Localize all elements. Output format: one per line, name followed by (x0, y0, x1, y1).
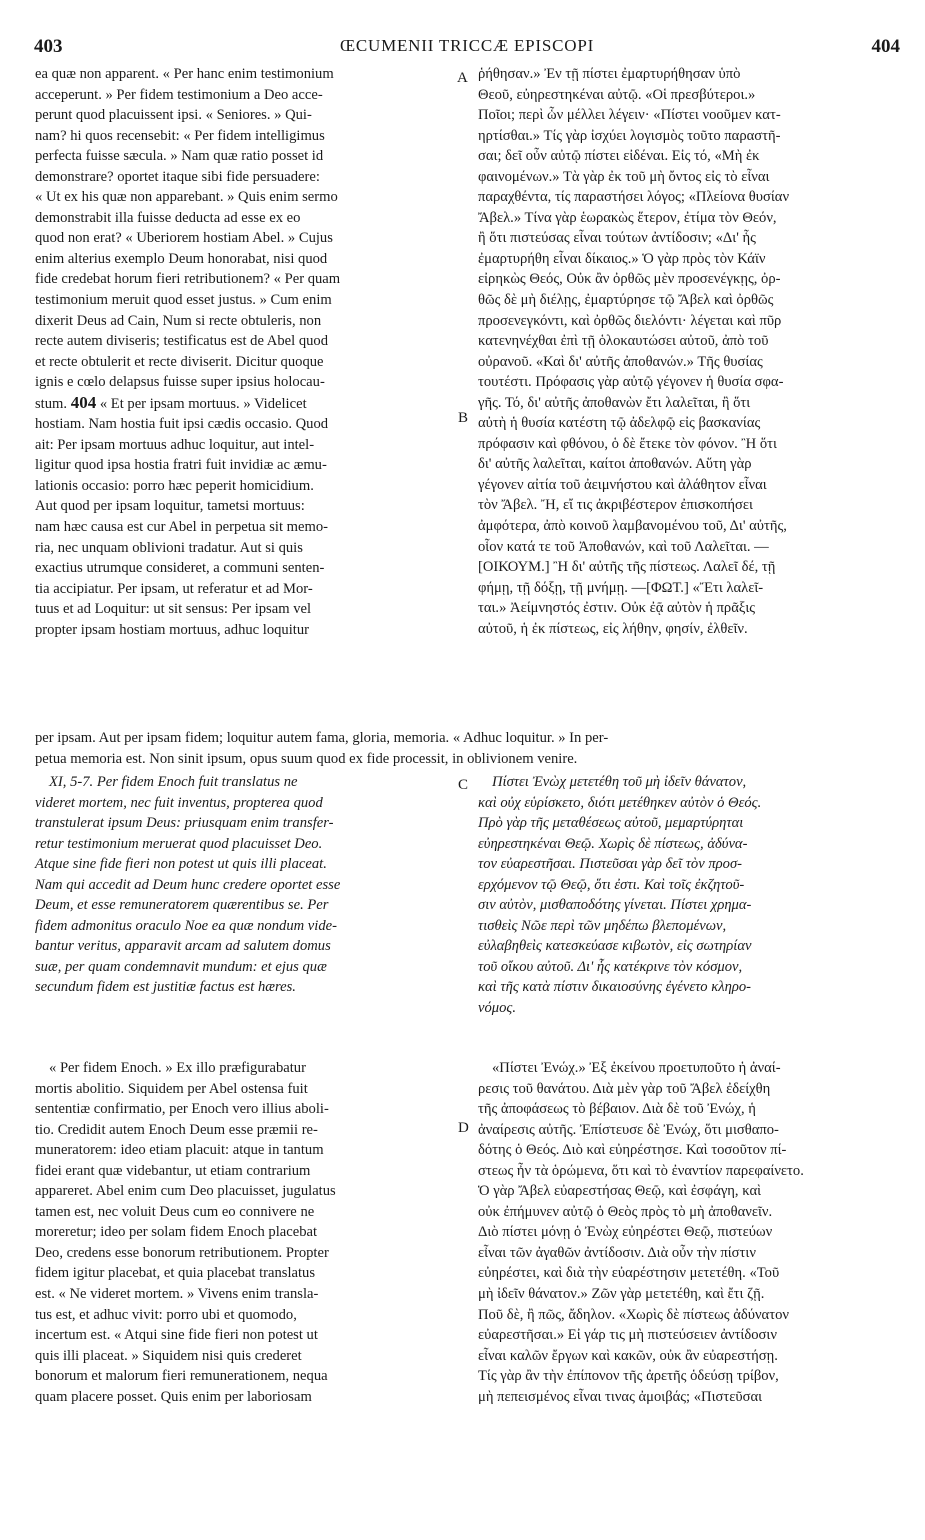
text-line: κατενηνέχθαι ἐπὶ τῇ ὁλοκαυτώσει αὐτοῦ, ἀπὸ τοῦ (478, 333, 769, 350)
text-line: ται.» Ἀείμνηστός ἐστιν. Οὐκ ἐᾷ αὐτὸν ἡ πρᾶξις (478, 600, 756, 617)
running-title: ŒCUMENII TRICCÆ EPISCOPI (339, 36, 595, 55)
text-line: perfecta fuisse sæcula. » Nam quæ ratio posset id (35, 148, 324, 165)
text-line: Ποῦ δὲ, ἢ πῶς, ἄδηλον. «Χωρὶς δὲ πίστεως ἀδύνατον (478, 1306, 789, 1323)
text-line: φαινομένων.» Τὰ γὰρ ἐκ τοῦ μὴ ὄντος εἰς τὸ εἶναι (478, 168, 770, 185)
margin-letter-d: D (458, 1120, 469, 1136)
text-line: [ΟΙΚΟΥΜ.] Ἢ δι' αὐτῆς τῆς πίστεως. Λαλεῖ δέ, τῇ (478, 559, 776, 576)
text-line: nam? hi quos recensebit: « Per fidem intelligimus (35, 127, 325, 144)
text-line: « Per fidem Enoch. » Ex illo præfigurabatur (49, 1060, 306, 1076)
full-width-text (35, 728, 902, 769)
text-line: ea quæ non apparent. « Per hanc enim testimonium (35, 66, 334, 82)
text-line: αὐτοῦ, ἡ ἐκ πίστεως, εἰς λήθην, φησίν, ἐλθεῖν. (478, 620, 748, 637)
text-line: σαι; δεῖ οὖν αὐτῷ πίστει εἰδέναι. Εἰς τό, «Μὴ ἐκ (478, 148, 760, 165)
text-fragment: « Et per ipsam mortuus. » Videlicet (99, 395, 307, 412)
text-line: appareret. Abel enim cum Deo placuisset, jugulatus (35, 1183, 336, 1200)
text-line: videret mortem, nec fuit inventus, propterea quod (35, 794, 323, 811)
text-line: XI, 5-7. Per fidem Enoch fuit translatus ne (49, 774, 298, 790)
page-number-left: 403 (34, 36, 63, 57)
text-line: τισθεὶς Νῶε περὶ τῶν μηδέπω βλεπομένων, (478, 917, 727, 934)
text-line: demonstrabit illa fuisse deducta ad esse ex eo (35, 209, 301, 226)
text-line: οὐκ ἐπήμυνεν αὐτῷ ὁ Θεὸς πρὸς τὸ μὴ ἀποθανεῖν. (478, 1203, 773, 1220)
text-line: φήμῃ, τῇ δόξῃ, τῇ μνήμῃ. —[ΦΩΤ.] «Ἔτι λαλεῖ- (478, 579, 764, 596)
text-line: ἀναίρεσις αὐτῆς. Ἐπίστευσε δὲ Ἐνώχ, ὅτι μισθαπο- (478, 1121, 779, 1138)
text-line: Πρὸ γὰρ τῆς μεταθέσεως αὐτοῦ, μεμαρτύρηται (478, 815, 744, 832)
text-line: Deo, credens esse bonorum retributionem. Propter (35, 1244, 329, 1261)
text-line: et recte obtulerit et recte diviserit. Dicitur quoque (35, 353, 324, 370)
text-fragment: stum. (35, 395, 68, 412)
text-line: retur testimonium meruerat quod placuisset Deo. (35, 835, 323, 852)
text-line: Deum, et esse remuneratorem quærentibus se. Per (35, 897, 329, 914)
text-line: quam placere posset. Quis enim per laboriosam (35, 1388, 312, 1405)
text-line: lationis occasio: porro hæc peperit homicidium. (35, 477, 314, 494)
text-line: δότης ὁ Θεός. Διὸ καὶ εὐηρέστησε. Καὶ τοσοῦτον πί- (478, 1142, 787, 1159)
text-line: bantur veritus, apparavit arcam ad salutem domus (35, 938, 331, 955)
text-line: Τίς γὰρ ἂν τὴν ἐπίπονον τῆς ἀρετῆς ὁδεύσῃ τρίβον, (478, 1368, 779, 1385)
text-line: Ὁ γὰρ Ἄβελ εὐαρεστήσας Θεῷ, καὶ ἐσφάγη, καὶ (478, 1183, 762, 1200)
text-line: sententiæ confirmatio, per Enoch vero illius aboli- (35, 1101, 329, 1118)
text-line: «Πίστει Ἐνώχ.» Ἐξ ἐκείνου προετυποῦτο ἡ ἀναί- (492, 1060, 781, 1076)
text-line: μὴ ἰδεῖν θάνατον.» Ζῶν γὰρ μετετέθη, καὶ ἔτι ζῇ. (478, 1286, 765, 1303)
text-line: προσενεγκόντι, καὶ ὀρθῶς διελόντι· λέγεται καὶ πῦρ (478, 312, 782, 329)
greek-column-bottom (478, 1058, 902, 1407)
text-line: incertum est. « Atqui sine fide fieri non potest ut (35, 1327, 318, 1344)
text-line: acceperunt. » Per fidem testimonium a Deo acce- (35, 86, 323, 103)
text-line: tus est, et adhuc vivit: porro ubi et quomodo, (35, 1306, 297, 1323)
text-line: Atque sine fide fieri non potest ut quis illi placeat. (35, 856, 327, 873)
text-line: ερχόμενον τῷ Θεῷ, ὅτι ἐστι. Καὶ τοῖς ἐκζητοῦ- (478, 876, 745, 893)
text-line: nam hæc causa est cur Abel in perpetua sit memo- (35, 519, 329, 536)
text-line: demonstrare? oportet itaque sibi fide persuadere: (35, 168, 320, 185)
text-line: tio. Credidit autem Enoch Deum esse præmii re- (35, 1121, 318, 1138)
text-line: ἐμαρτυρήθη εἶναι δίκαιος.» Ὁ γὰρ πρὸς τὸν Κάϊν (478, 250, 766, 267)
text-line: ligitur quod ipsa hostia fratri fuit invidiæ ac æmu- (35, 457, 327, 474)
text-line: γέγονεν αἰτία τοῦ ἀειμνήστου καὶ ἀλάθητον εἶναι (478, 476, 767, 493)
text-line: πρόφασιν καὶ φθόνου, ὁ δὲ ἔτεκε τὸν φόνον. Ἢ ὅτι (478, 435, 777, 452)
text-line: θῶς δὲ μὴ διέλῃς, ἐμαρτύρησε τῷ Ἄβελ καὶ ὀρθῶς (478, 292, 774, 309)
text-line: νόμος. (478, 1000, 516, 1017)
text-line: per ipsam. Aut per ipsam fidem; loquitur autem fama, gloria, memoria. « Adhuc loquitur. » In per- (35, 730, 609, 746)
text-line: perunt quod placuissent ipsi. « Seniores. » Qui- (35, 107, 312, 124)
margin-letter-c: C (458, 777, 469, 793)
running-header (34, 36, 900, 62)
text-line: τὸν Ἄβελ. Ἤ, εἴ τις ἀκριβέστερον ἐπισκοπήσει (478, 497, 753, 514)
text-line: ἢ ὅτι πιστεύσας εἶναι τούτων ἀντίδοσιν; «Δι' ἧς (478, 230, 756, 247)
text-line: exactius utrumque consideret, a communi senten- (35, 560, 325, 577)
greek-lemma (478, 772, 902, 1019)
text-line: Διὸ πίστει μόνῃ ὁ Ἐνὼχ εὐηρέστει Θεῷ, πιστεύων (478, 1224, 773, 1241)
text-line: tia accipiatur. Per ipsam, ut referatur et ad Mor- (35, 580, 313, 597)
text-line: ἀμφότερα, ἀπὸ κοινοῦ λαμβανομένου τοῦ, Δι' αὐτῆς, (478, 518, 787, 535)
text-line: hostiam. Nam hostia fuit ipsi cædis occasio. Quod (35, 416, 329, 433)
text-line: recte autem diviseris; testificatus est de Abel quod (35, 333, 329, 350)
text-line: ηρτίσθαι.» Τίς γὰρ ἰσχύει λογισμὸς τοῦτο παραστῆ- (478, 127, 781, 144)
text-line: fidei erant quæ videbantur, ut etiam contrarium (35, 1162, 311, 1179)
text-line: οἷον κατά τε τοῦ Ἀποθανών, καὶ τοῦ Λαλεῖται. — (478, 538, 769, 555)
text-line: στεως ἦν τὰ ὁρώμενα, ὅτι καὶ τὸ ἐναντίον παρεφαίνετο. (478, 1162, 804, 1179)
text-line: εὐαρεστῆσαι.» Εἰ γάρ τις μὴ πιστεύσειεν ἀντίδοσιν (478, 1327, 777, 1344)
text-line: παραχθέντα, τίς παραστήσει λόγος; «Πλείονα θυσίαν (478, 189, 790, 206)
text-line: transtulerat ipsum Deus: priusquam enim transfer- (35, 815, 334, 832)
text-line: τον εὐαρεστῆσαι. Πιστεῦσαι γὰρ δεῖ τὸν προσ- (478, 856, 743, 873)
text-line: quis illi placeat. » Siquidem nisi quis crederet (35, 1347, 302, 1364)
text-line: fidem admonitus oraculo Noe ea quæ nondum vide- (35, 917, 337, 934)
text-line: fidem igitur placebat, et quia placebat translatus (35, 1265, 316, 1282)
text-line-with-marker (35, 393, 455, 415)
text-line: mortis abolitio. Siquidem per Abel ostensa fuit (35, 1080, 308, 1097)
text-line: dixerit Deus ad Cain, Num si recte obtuleris, non (35, 312, 322, 329)
text-line: est. « Ne videret mortem. » Vivens enim transla- (35, 1286, 319, 1303)
text-line: petua memoria est. Non sinit ipsum, opus suum quod ex fide processit, in oblivionem venire. (35, 750, 578, 767)
text-line: εὐηρέστει, καὶ διὰ τὴν εὐαρέστησιν μετετέθη. «Τοῦ (478, 1265, 780, 1282)
text-line: muneratorem: ideo etiam placuit: atque in tantum (35, 1142, 324, 1159)
text-line: quod non erat? « Uberiorem hostiam Abel. » Cujus (35, 230, 333, 247)
text-line: καὶ τῆς κατὰ πίστιν δικαιοσύνης ἐγένετο κληρο- (478, 979, 751, 996)
text-line: Nam qui accedit ad Deum hunc credere oportet esse (35, 876, 341, 893)
text-line: τῆς ἀποφάσεως τὸ βέβαιον. Διὰ δὲ τοῦ Ἐνώχ, ἡ (478, 1101, 756, 1118)
text-line: καὶ οὐχ εὑρίσκετο, διότι μετέθηκεν αὐτὸν ὁ Θεός. (478, 794, 762, 811)
text-line: τοῦ οἴκου αὐτοῦ. Δι' ἧς κατέκρινε τὸν κόσμον, (478, 958, 743, 975)
text-line: εὐηρεστηκέναι Θεῷ. Χωρὶς δὲ πίστεως, ἀδύνα- (478, 835, 748, 852)
text-line: γῆς. Τό, δι' αὐτῆς ἀποθανὼν ἔτι λαλεῖται, ἢ ὅτι (478, 394, 751, 411)
column-number-marker: 404 (70, 392, 97, 412)
text-line: « Ut ex his quæ non apparebant. » Quis enim sermo (35, 189, 338, 206)
text-line: ait: Per ipsam mortuus adhuc loquitur, aut intel- (35, 436, 315, 453)
latin-column-top (35, 64, 455, 640)
margin-letter-b: B (458, 410, 469, 426)
text-line: suæ, per quam condemnavit mundum: et ejus quæ (35, 958, 327, 975)
text-line: enim alterius exemplo Deum honorabat, nisi quod (35, 250, 328, 267)
text-line: εὐλαβηθεὶς κατεσκεύασε κιβωτὸν, εἰς σωτηρίαν (478, 938, 752, 955)
text-line: σιν αὐτὸν, μισθαποδότης γίνεται. Πίστει χρημα- (478, 897, 752, 914)
text-line: μὴ πεπεισμένος εἶναι τινας ἀμοιβάς; «Πιστεῦσαι (478, 1388, 763, 1405)
text-line: Aut quod per ipsam loquitur, tametsi mortuus: (35, 498, 305, 515)
latin-lemma (35, 772, 455, 998)
margin-letter-a: A (457, 70, 468, 86)
text-line: ρεσις τοῦ θανάτου. Διὰ μὲν γὰρ τοῦ Ἄβελ ἐδείχθη (478, 1080, 771, 1097)
text-line: testimonium meruit quod esset justus. » Cum enim (35, 292, 332, 309)
text-line: Θεοῦ, εὐηρεστηκέναι αὐτῷ. «Οἱ πρεσβύτεροι.» (478, 86, 756, 103)
text-line: αὐτὴ ἡ θυσία κατέστη τῷ ἀδελφῷ εἰς βασκανίας (478, 415, 761, 432)
latin-column-bottom (35, 1058, 455, 1407)
text-line: secundum fidem est justitiæ factus est hæres. (35, 979, 296, 996)
text-line: fide credebat horum fieri retributionem? « Per quam (35, 271, 341, 288)
text-line: tuus et ad Loquitur: ut sit sensus: Per ipsam vel (35, 601, 312, 618)
text-line: εἰρηκὼς Θεός, Οὐκ ἂν ὀρθῶς μὲν προσενέγκῃς, ὀρ- (478, 271, 781, 288)
text-line: propter ipsam hostiam mortuus, adhuc loquitur (35, 621, 309, 638)
text-line: οὐρανοῦ. «Καὶ δι' αὐτῆς ἀποθανών.» Τῆς θυσίας (478, 353, 763, 370)
page-number-right: 404 (871, 36, 900, 57)
text-line: ignis e cœlo delapsus fuisse super ipsius holocau- (35, 374, 325, 391)
text-line: Πίστει Ἐνὼχ μετετέθη τοῦ μὴ ἰδεῖν θάνατον, (492, 774, 747, 790)
text-line: τουτέστι. Πρόφασις γὰρ αὐτῷ γέγονεν ἡ θυσία σφα- (478, 374, 784, 391)
text-line: moreretur; ideo per solam fidem Enoch placebat (35, 1224, 318, 1241)
greek-column-top (478, 64, 902, 639)
text-line: Ἄβελ.» Τίνα γὰρ ἑωρακὼς ἕτερον, ἐτίμα τὸν Θεόν, (478, 209, 777, 226)
text-line: ria, nec unquam oblivioni tradatur. Aut si quis (35, 539, 303, 556)
text-line: tamen est, nec voluit Deus cum eo connivere ne (35, 1203, 315, 1220)
text-line: εἶναι τῶν ἀγαθῶν ἀντίδοσιν. Διὰ οὖν τὴν πίστιν (478, 1244, 756, 1261)
text-line: δι' αὐτῆς λαλεῖται, καίτοι ἀποθανών. Αὕτη γὰρ (478, 456, 752, 473)
text-line: ῥήθησαν.» Ἐν τῇ πίστει ἐμαρτυρήθησαν ὑπὸ (478, 66, 741, 82)
text-line: Ποῖοι; περὶ ὧν μέλλει λέγειν· «Πίστει νοοῦμεν κατ- (478, 107, 781, 124)
text-line: εἶναι καλῶν ἔργων καὶ κακῶν, οὐκ ἂν εὐαρεστήσῃ. (478, 1347, 778, 1364)
text-line: bonorum et malorum fieri remunerationem, nequa (35, 1368, 328, 1385)
